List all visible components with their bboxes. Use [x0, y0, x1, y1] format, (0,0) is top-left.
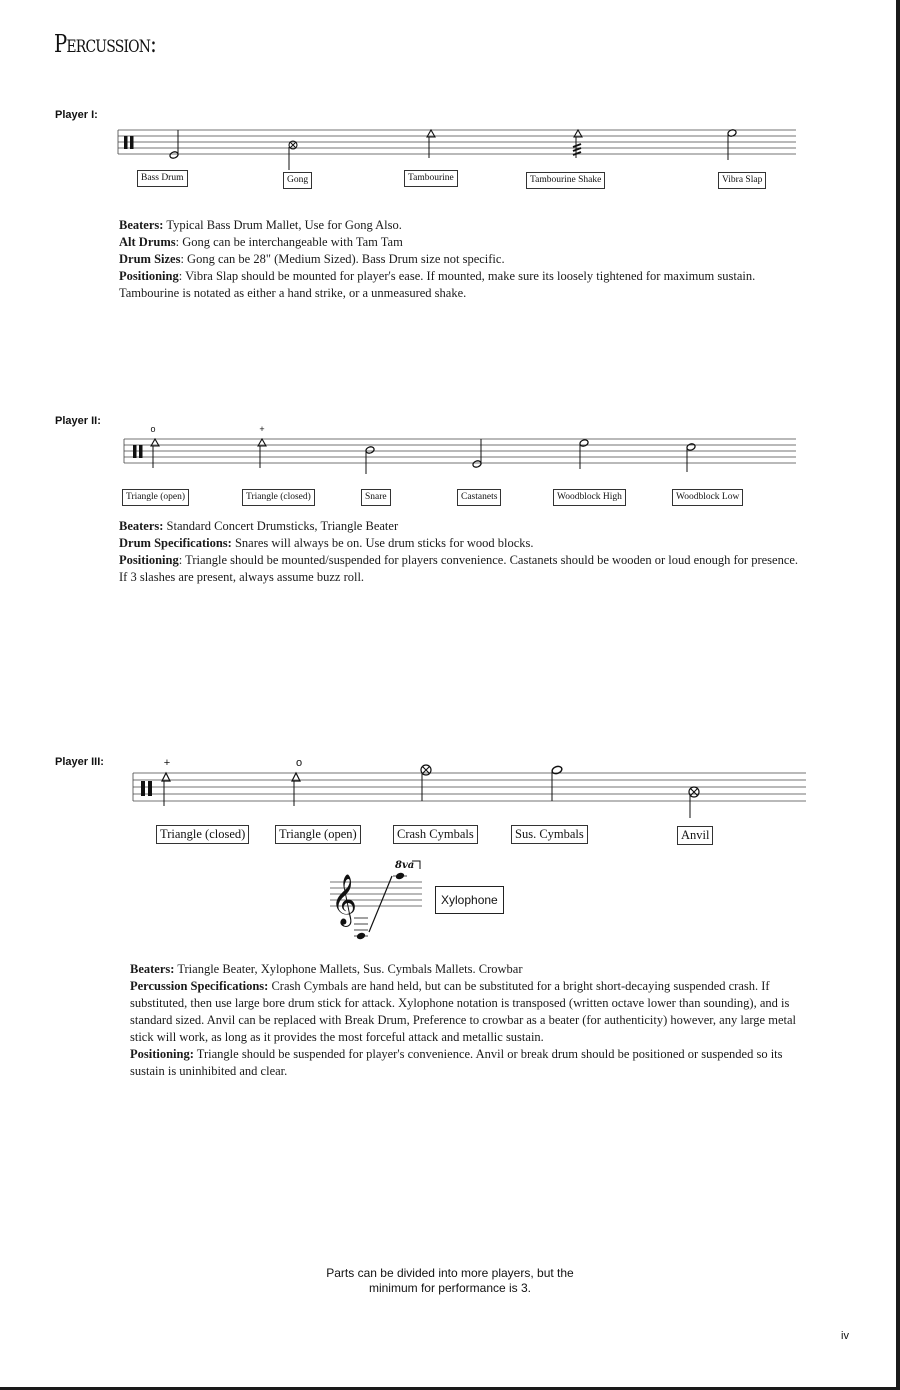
note-triangle-open [151, 439, 159, 468]
ottava-mark: 8va [395, 860, 415, 871]
label-anvil: Anvil [677, 826, 713, 845]
label-sus-cymbals: Sus. Cymbals [511, 825, 588, 844]
percussion-clef-icon [124, 136, 134, 149]
page-title: Percussion: [54, 30, 156, 58]
xylophone-range [326, 856, 426, 946]
note-line: Beaters: Triangle Beater, Xylophone Mallets, Sus. Cymbals Mallets. Crowbar [130, 962, 523, 976]
label-triangle-open: Triangle (open) [122, 489, 189, 506]
player-3-notes [130, 961, 810, 1080]
note-sus-cymbals [551, 765, 563, 801]
player-1-label: Player I: [55, 109, 98, 121]
note-crash-cymbals [421, 765, 431, 801]
note-vibra-slap [727, 129, 737, 160]
closed-mark: + [163, 757, 171, 769]
percussion-clef-icon [133, 445, 143, 458]
note-line: Drum Sizes: Gong can be 28" (Medium Sized). Bass Drum size not specific. [119, 252, 505, 266]
open-mark: o [150, 424, 156, 434]
player-2-label: Player II: [55, 415, 101, 427]
label-vibra-slap: Vibra Slap [718, 172, 766, 189]
note-triangle-closed [258, 439, 266, 468]
label-triangle-closed: Triangle (closed) [242, 489, 315, 506]
high-note [393, 872, 407, 881]
note-line: Alt Drums: Gong can be interchangeable with Tam Tam [119, 235, 403, 249]
player-3-label: Player III: [55, 756, 104, 768]
label-snare: Snare [361, 489, 391, 506]
label-triangle-closed: Triangle (closed) [156, 825, 249, 844]
range-slash [369, 876, 392, 932]
label-woodblock-low: Woodblock Low [672, 489, 743, 506]
footer-note: Parts can be divided into more players, but the minimum for performance is 3. [326, 1266, 574, 1295]
label-tambourine-shake: Tambourine Shake [526, 172, 605, 189]
label-tambourine: Tambourine [404, 170, 458, 187]
label-xylophone: Xylophone [435, 886, 504, 914]
note-castanets [472, 439, 482, 468]
open-mark: o [295, 757, 303, 769]
player-2-staff [124, 424, 799, 474]
label-triangle-open: Triangle (open) [275, 825, 361, 844]
player-2-notes [119, 518, 799, 586]
note-woodblock-high [579, 439, 589, 469]
closed-mark: + [259, 424, 265, 434]
note-line: Positioning: Triangle should be mounted/suspended for players convenience. Castanets should be wooden or loud enough for presence. [119, 553, 799, 567]
note-line: Positioning: Vibra Slap should be mounted for player's ease. If mounted, make sure its loosely tightened for maximum sustain. Tambourine is notated as either a hand strike, or a unmeasured shake. [119, 269, 756, 300]
label-castanets: Castanets [457, 489, 501, 506]
note-line: Beaters: Standard Concert Drumsticks, Triangle Beater [119, 519, 399, 533]
player-1-staff [118, 120, 798, 170]
note-line: Drum Specifications: Snares will always be on. Use drum sticks for wood blocks. [119, 536, 534, 550]
note-line: Percussion Specifications: Crash Cymbals are hand held, but can be substituted for a bright short-decaying suspended crash. If substituted, then use large bore drum stick for attack. Xylophone notation is transposed (written octave lower than sounding), and is standard sized. Anvil can be replaced with Break Drum, Preference to crowbar as a beater (for authenticity) however, any large metal stick will work, as long as it provides the most forceful attack and metallic sustain. [130, 979, 796, 1044]
note-line: Beaters: Typical Bass Drum Mallet, Use for Gong Also. [119, 218, 402, 232]
label-woodblock-high: Woodblock High [553, 489, 626, 506]
label-crash-cymbals: Crash Cymbals [393, 825, 478, 844]
note-gong [289, 141, 297, 170]
page-number: iv [841, 1330, 849, 1342]
player-1-notes [119, 217, 799, 302]
note-snare [365, 446, 375, 474]
page-edge-right [896, 0, 900, 1390]
label-bass-drum: Bass Drum [137, 170, 188, 187]
note-bass-drum [169, 130, 179, 159]
treble-clef-icon: 𝄞 [331, 874, 358, 925]
note-anvil [689, 787, 699, 818]
label-gong: Gong [283, 172, 312, 189]
player-3-staff [133, 758, 809, 818]
note-line: If 3 slashes are present, always assume buzz roll. [119, 570, 365, 584]
note-line: Positioning: Triangle should be suspended for player's convenience. Anvil or break drum should be positioned or suspended so its sustain is uninhibited and clear. [130, 1047, 783, 1078]
